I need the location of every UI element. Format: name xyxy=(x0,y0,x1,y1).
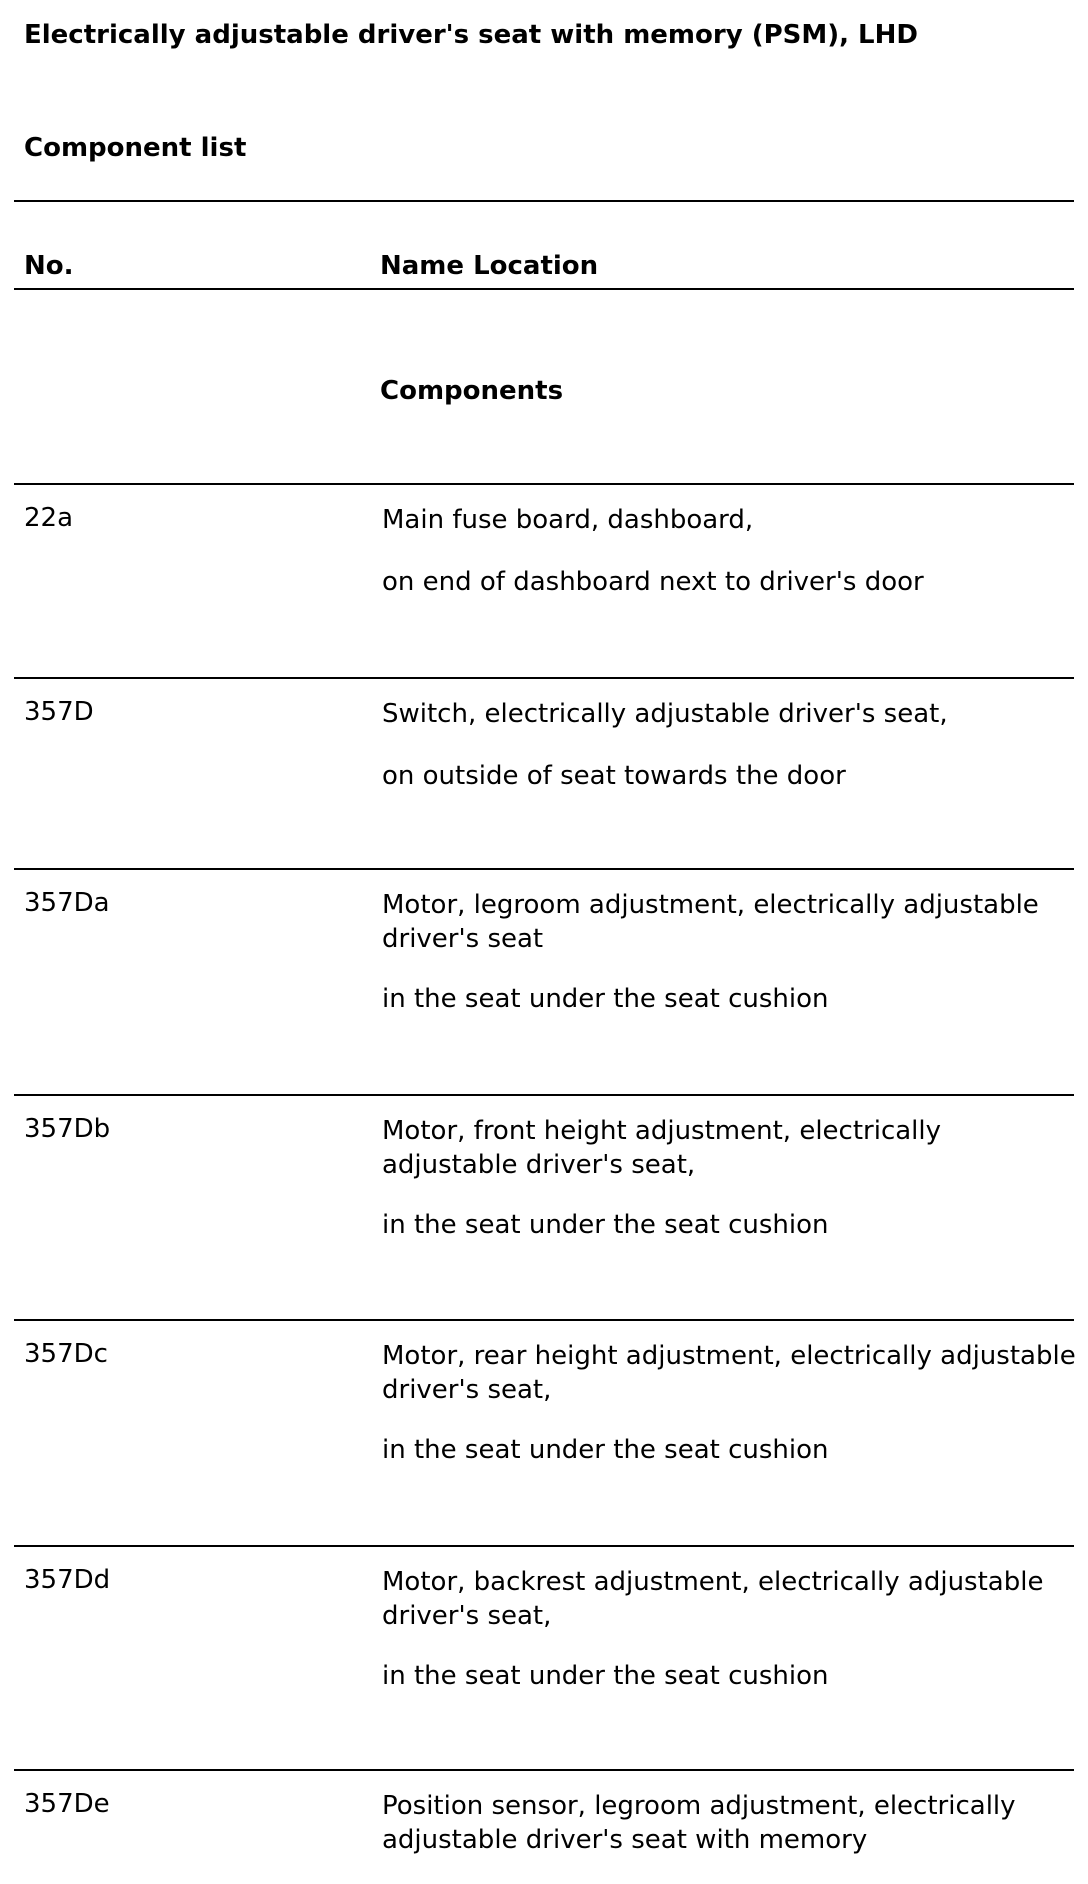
row-location: in the seat under the seat cushion xyxy=(382,1661,829,1691)
table-row xyxy=(0,485,1088,675)
header-no: No. xyxy=(24,251,74,281)
row-name: Switch, electrically adjustable driver's seat, xyxy=(382,699,948,729)
row-name: Motor, front height adjustment, electrically adjustable driver's seat, xyxy=(382,1116,941,1180)
document-title: Electrically adjustable driver's seat with memory (PSM), LHD xyxy=(24,20,918,50)
row-number: 357De xyxy=(24,1789,110,1819)
table-row xyxy=(0,679,1088,869)
row-name: Main fuse board, dashboard, xyxy=(382,505,754,535)
row-location: on outside of seat towards the door xyxy=(382,761,846,791)
row-number: 357D xyxy=(24,697,94,727)
table-row xyxy=(0,1096,1088,1316)
row-number: 22a xyxy=(24,503,74,533)
row-name: Motor, rear height adjustment, electrically adjustable driver's seat, xyxy=(382,1341,1076,1405)
row-location: in the seat under the seat cushion xyxy=(382,1210,829,1240)
row-number: 357Db xyxy=(24,1114,111,1144)
row-location: in the seat under the seat cushion xyxy=(382,1435,829,1465)
table-row xyxy=(0,1547,1088,1767)
table-row xyxy=(0,1771,1088,1881)
components-section-label: Components xyxy=(380,376,564,406)
row-number: 357Da xyxy=(24,888,110,918)
row-name: Position sensor, legroom adjustment, electrically adjustable driver's seat with memory xyxy=(382,1791,1016,1855)
row-name: Motor, backrest adjustment, electrically adjustable driver's seat, xyxy=(382,1567,1044,1631)
row-name: Motor, legroom adjustment, electrically adjustable driver's seat xyxy=(382,890,1039,954)
section-subtitle: Component list xyxy=(24,133,247,163)
table-top-rule xyxy=(14,200,1074,202)
row-number: 357Dd xyxy=(24,1565,111,1595)
table-row xyxy=(0,1321,1088,1541)
row-location: in the seat under the seat cushion xyxy=(382,984,829,1014)
header-name-location: Name Location xyxy=(380,251,599,281)
row-location: on end of dashboard next to driver's door xyxy=(382,567,924,597)
header-bottom-rule xyxy=(14,288,1074,290)
table-row xyxy=(0,870,1088,1090)
row-number: 357Dc xyxy=(24,1339,108,1369)
